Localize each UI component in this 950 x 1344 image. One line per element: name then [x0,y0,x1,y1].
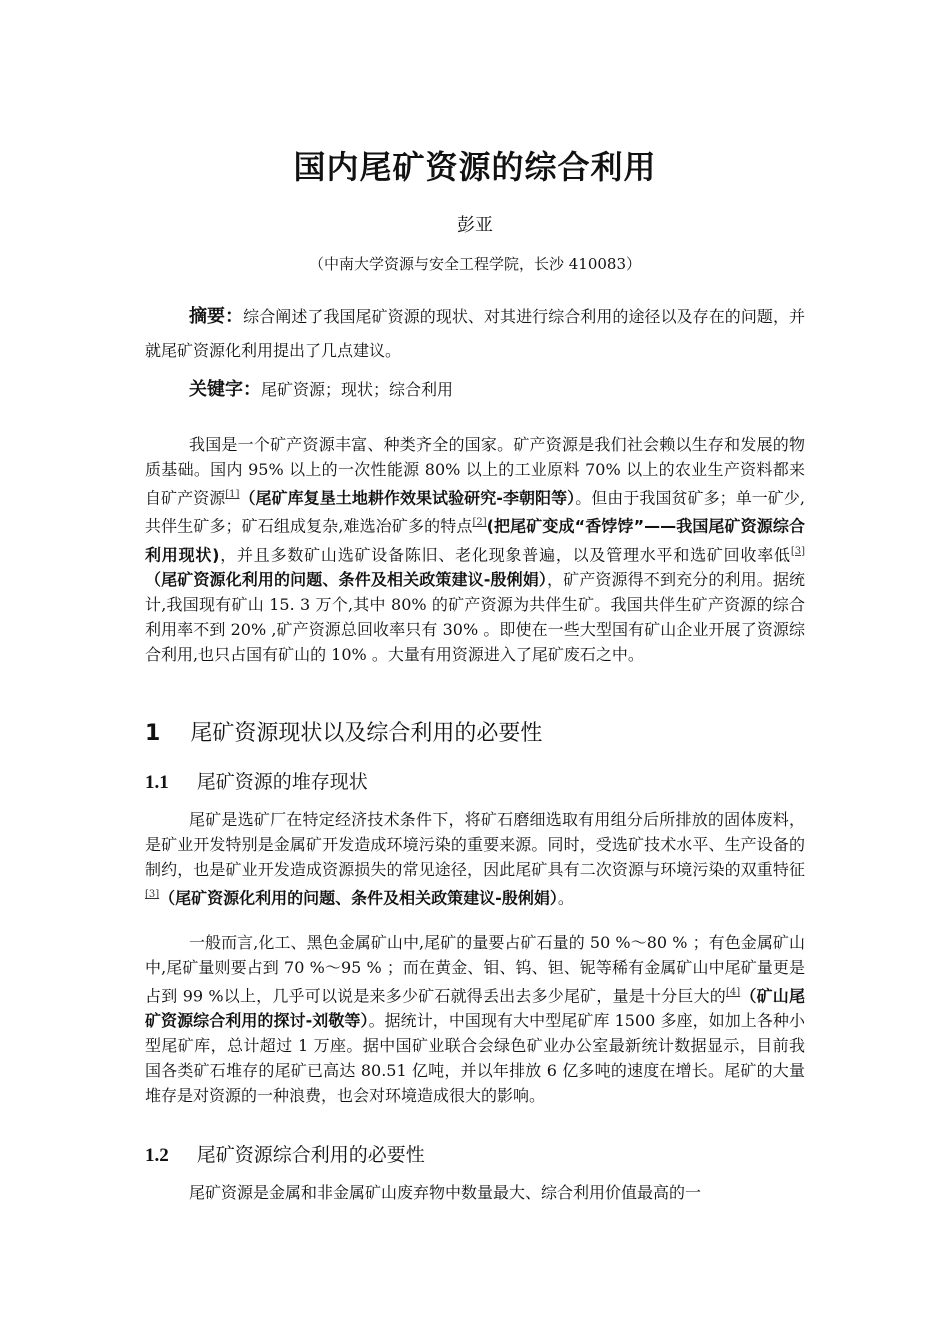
citation-note-5: （矿山尾矿资源综合利用的探讨-刘敬等） [145,986,805,1031]
para3-text-1: 一般而言,化工、黑色金属矿山中,尾矿的量要占矿石量的 50 %～80 % ；有色金属矿山中,尾矿量则要占到 70 %～95 % ；而在黄金、钼、钨、钽、铌等稀有金属矿山中尾矿量更是占到 99 %以上，几乎可以说是来多少矿石就得丢出去多少尾矿，量是十分巨大的 [145,933,805,1006]
author-name: 彭亚 [457,215,493,236]
reference-link-4[interactable]: [4] [726,987,741,998]
section-1-2-number: 1.2 [145,1145,169,1166]
keywords-label: 关键字： [189,379,261,400]
reference-link-3[interactable]: [3] [790,545,805,557]
section-1-heading [145,716,542,747]
keywords [145,376,805,404]
affiliation: （中南大学资源与安全工程学院，长沙 410083） [308,255,642,273]
keywords-text: 尾矿资源；现状；综合利用 [261,380,454,399]
intro-text-4: ，矿产资源得不到充分的利用。据统计,我国现有矿山 15. 3 万个,其中 80% 的矿产资源为共伴生矿。我国共伴生矿产资源的综合利用率不到 20% ,矿产资源总回收率只有 30% 。即使在一些大型国有矿山企业开展了资源综合利用,也只占国有矿山的 10% 。大量有用资源进入了尾矿废石之中。 [145,569,805,664]
paper-title: 国内尾矿资源的综合利用 [293,148,657,186]
para2-text-2: 。 [557,888,574,908]
citation-note-3: （尾矿资源化利用的问题、条件及相关政策建议-殷俐娟） [145,569,548,589]
citation-note-4: （尾矿资源化利用的问题、条件及相关政策建议-殷俐娟） [159,888,558,908]
abstract-label: 摘要： [189,306,244,327]
section-1-2-title: 尾矿资源综合利用的必要性 [196,1144,425,1166]
necessity-paragraph [145,1180,805,1205]
intro-paragraph [145,432,805,667]
para4-text-1: 尾矿资源是金属和非金属矿山废弃物中数量最大、综合利用价值最高的一 [189,1183,702,1202]
tailings-amount-paragraph [145,930,805,1108]
section-1-1-number: 1.1 [145,772,169,793]
section-1-1-title: 尾矿资源的堆存现状 [196,771,368,793]
abstract-text: 综合阐述了我国尾矿资源的现状、对其进行综合利用的途径以及存在的问题，并就尾矿资源化利用提出了几点建议。 [145,307,805,360]
intro-text-1: 我国是一个矿产资源丰富、种类齐全的国家。矿产资源是我们社会赖以生存和发展的物质基础。国内 95% 以上的一次性能源 80% 以上的工业原料 70% 以上的农业生产资料都来自矿产资源 [145,435,805,508]
reference-link-1[interactable]: [1] [225,489,240,500]
reference-link-3b[interactable]: [3] [145,889,160,900]
intro-text-2: 。但由于我国贫矿多；单一矿少,共伴生矿多；矿石组成复杂,难选冶矿多的特点 [145,488,805,536]
intro-text-3: ，并且多数矿山选矿设备陈旧、老化现象普遍，以及管理水平和选矿回收率低 [219,544,791,564]
section-1-1-heading [145,767,368,794]
section-1-2-heading [145,1140,425,1167]
section-1-number: 1 [145,721,161,746]
tailings-definition-paragraph [145,807,805,910]
reference-link-2[interactable]: [2] [472,517,487,529]
citation-note-1: （尾矿库复垦土地耕作效果试验研究-李朝阳等） [239,488,576,508]
abstract [145,300,805,368]
section-1-title: 尾矿资源现状以及综合利用的必要性 [190,721,543,746]
citation-note-2: (把尾矿变成“香饽饽”——我国尾矿资源综合利用现状) [145,516,805,564]
para2-text-1: 尾矿是选矿厂在特定经济技术条件下，将矿石磨细选取有用组分后所排放的固体废料，是矿业开发特别是金属矿开发造成环境污染的重要来源。同时，受选矿技术水平、生产设备的制约，也是矿业开发造成资源损失的常见途径，因此尾矿具有二次资源与环境污染的双重特征 [145,810,805,879]
para3-text-2: 。据统计，中国现有大中型尾矿库 1500 多座，如加上各种小型尾矿库，总计超过 1 万座。据中国矿业联合会绿色矿业办公室最新统计数据显示，目前我国各类矿石堆存的尾矿已高达 80.51 亿吨，并以年排放 6 亿多吨的速度在增长。尾矿的大量堆存是对资源的一种浪费，也会对环境造成很大的影响。 [145,1011,805,1106]
